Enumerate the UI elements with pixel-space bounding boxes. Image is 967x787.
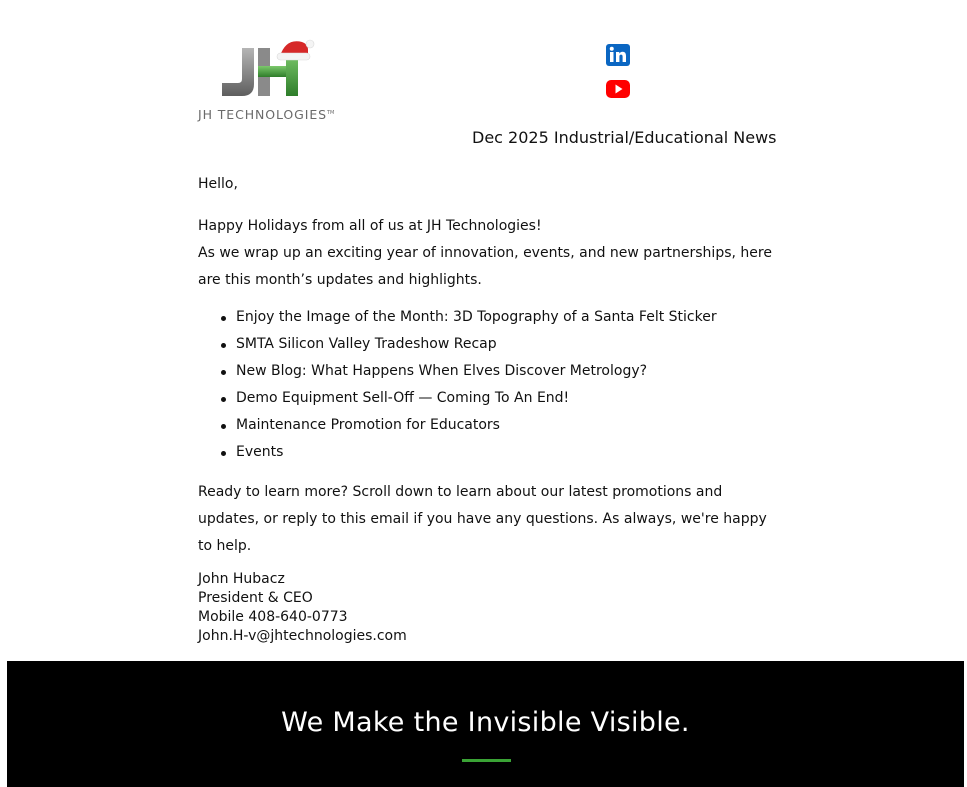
message-content <box>198 174 778 646</box>
intro-line: As we wrap up an exciting year of innovation, events, and new partnerships, here are this month’s updates and highlights. <box>198 245 772 288</box>
youtube-link[interactable] <box>606 78 630 100</box>
highlight-item: Demo Equipment Sell-Off — Coming To An End! <box>236 385 778 412</box>
jh-logo-icon <box>220 36 340 102</box>
signature-name: John Hubacz <box>198 571 285 587</box>
youtube-icon <box>606 78 630 100</box>
intro-paragraph <box>198 213 778 294</box>
signature-title: President & CEO <box>198 590 313 606</box>
highlight-item: New Blog: What Happens When Elves Discover Metrology? <box>236 358 778 385</box>
highlights-list <box>198 304 778 466</box>
intro-line: Happy Holidays from all of us at JH Technologies! <box>198 218 542 234</box>
company-logo[interactable] <box>198 36 338 126</box>
logo-wordmark <box>198 107 334 122</box>
highlight-item: Maintenance Promotion for Educators <box>236 412 778 439</box>
highlight-item: Enjoy the Image of the Month: 3D Topography of a Santa Felt Sticker <box>236 304 778 331</box>
tagline-banner <box>7 661 964 787</box>
tagline-divider <box>462 759 511 762</box>
linkedin-link[interactable] <box>606 44 630 66</box>
signature-mobile: Mobile 408-640-0773 <box>198 609 348 625</box>
highlight-item: Events <box>236 439 778 466</box>
signature-email[interactable]: John.H-v@jhtechnologies.com <box>198 628 407 644</box>
call-to-action <box>198 479 778 560</box>
tagline: We Make the Invisible Visible. <box>281 707 690 738</box>
greeting: Hello, <box>198 176 238 192</box>
highlight-item: SMTA Silicon Valley Tradeshow Recap <box>236 331 778 358</box>
logo-trademark: TM <box>326 109 335 116</box>
logo-text: JH TECHNOLOGIES <box>198 107 327 122</box>
cta-text: Ready to learn more? Scroll down to learn about our latest promotions and updates, or reply to this email if you have any questions. As always, we're happy to help. <box>198 484 767 554</box>
linkedin-icon <box>606 44 630 66</box>
signature-block <box>198 570 778 646</box>
newsletter-title: Dec 2025 Industrial/Educational News <box>472 128 777 147</box>
